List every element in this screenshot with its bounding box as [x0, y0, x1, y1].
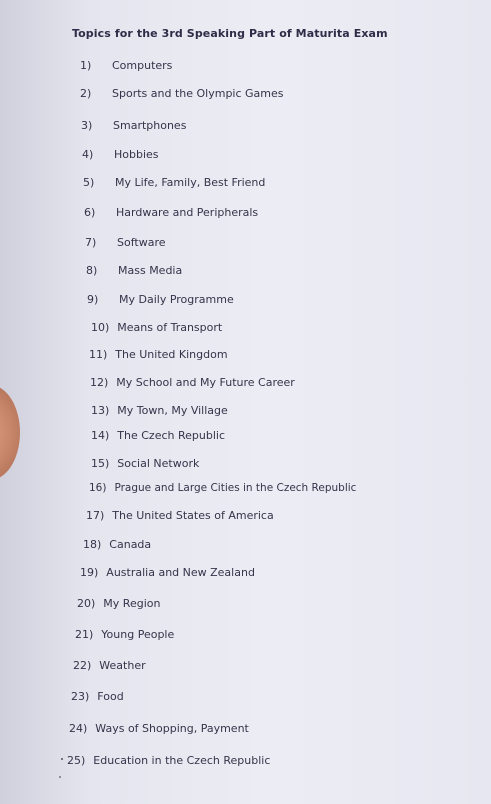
topic-text: Food	[97, 690, 124, 703]
topic-item	[83, 538, 151, 551]
topic-text: My Daily Programme	[119, 293, 234, 306]
topic-item	[89, 482, 356, 494]
topic-number: 5)	[83, 176, 95, 189]
topic-number: 15)	[91, 457, 110, 470]
topic-text: My Life, Family, Best Friend	[115, 176, 266, 189]
topic-number: 9)	[87, 293, 99, 306]
topic-item	[71, 690, 124, 703]
topic-number: 11)	[89, 348, 108, 361]
topic-item	[77, 597, 160, 610]
topic-text: Mass Media	[118, 264, 183, 277]
topic-item	[80, 59, 172, 72]
topic-item	[89, 348, 228, 361]
topic-number: 10)	[91, 321, 110, 334]
topic-text: My Region	[103, 597, 161, 610]
topic-text: Hobbies	[114, 148, 159, 161]
document-title: Topics for the 3rd Speaking Part of Maturita Exam	[72, 27, 388, 40]
topic-text: The United States of America	[112, 509, 274, 522]
paper-speck	[59, 776, 61, 778]
topic-text: The United Kingdom	[115, 348, 228, 361]
topic-text: Means of Transport	[117, 321, 223, 334]
topic-text: Computers	[112, 59, 173, 72]
topic-text: Prague and Large Cities in the Czech Republic	[114, 482, 357, 494]
topic-number: 24)	[69, 722, 88, 735]
topic-text: Hardware and Peripherals	[116, 206, 259, 219]
topic-text: Weather	[99, 659, 146, 672]
topic-item	[75, 628, 174, 641]
topic-text: My Town, My Village	[117, 404, 228, 417]
topic-text: Young People	[101, 628, 175, 641]
topic-number: 18)	[83, 538, 102, 551]
topic-text: Ways of Shopping, Payment	[95, 722, 249, 735]
finger-holding-paper	[0, 385, 20, 480]
topic-text: My School and My Future Career	[116, 376, 295, 389]
topic-number: 16)	[89, 482, 107, 494]
topic-number: 22)	[73, 659, 92, 672]
topic-item	[80, 87, 284, 100]
topic-number: 20)	[77, 597, 96, 610]
topic-text: The Czech Republic	[117, 429, 226, 442]
topic-number: 19)	[80, 566, 99, 579]
topic-text: Australia and New Zealand	[106, 566, 255, 579]
topic-number: 13)	[91, 404, 110, 417]
topic-text: Software	[117, 236, 166, 249]
topic-item	[91, 457, 199, 470]
topic-number: 8)	[86, 264, 98, 277]
topic-item	[86, 509, 274, 522]
topic-number: 12)	[90, 376, 109, 389]
topic-item	[67, 754, 270, 767]
topic-item	[82, 148, 159, 161]
paper-speck	[61, 758, 63, 760]
topic-number: 3)	[81, 119, 93, 132]
topic-item	[91, 429, 225, 442]
topic-text: Social Network	[117, 457, 200, 470]
topic-number: 25)	[67, 754, 86, 767]
topic-item	[83, 176, 265, 189]
topic-item	[90, 376, 295, 389]
topic-number: 14)	[91, 429, 110, 442]
topic-number: 23)	[71, 690, 90, 703]
topic-number: 1)	[80, 59, 92, 72]
topic-text: Education in the Czech Republic	[93, 754, 271, 767]
topic-text: Sports and the Olympic Games	[112, 87, 284, 100]
topic-item	[80, 566, 255, 579]
topic-item	[91, 404, 228, 417]
topic-number: 2)	[80, 87, 92, 100]
topic-number: 17)	[86, 509, 105, 522]
topic-text: Smartphones	[113, 119, 187, 132]
topic-item	[87, 293, 234, 306]
topic-number: 21)	[75, 628, 94, 641]
topic-item	[73, 659, 146, 672]
topic-item	[86, 264, 182, 277]
topic-item	[85, 236, 166, 249]
topic-text: Canada	[109, 538, 152, 551]
topic-number: 6)	[84, 206, 96, 219]
topic-item	[84, 206, 258, 219]
topic-item	[91, 321, 222, 334]
topic-item	[69, 722, 249, 735]
topic-number: 7)	[85, 236, 97, 249]
topic-number: 4)	[82, 148, 94, 161]
topic-item	[81, 119, 186, 132]
